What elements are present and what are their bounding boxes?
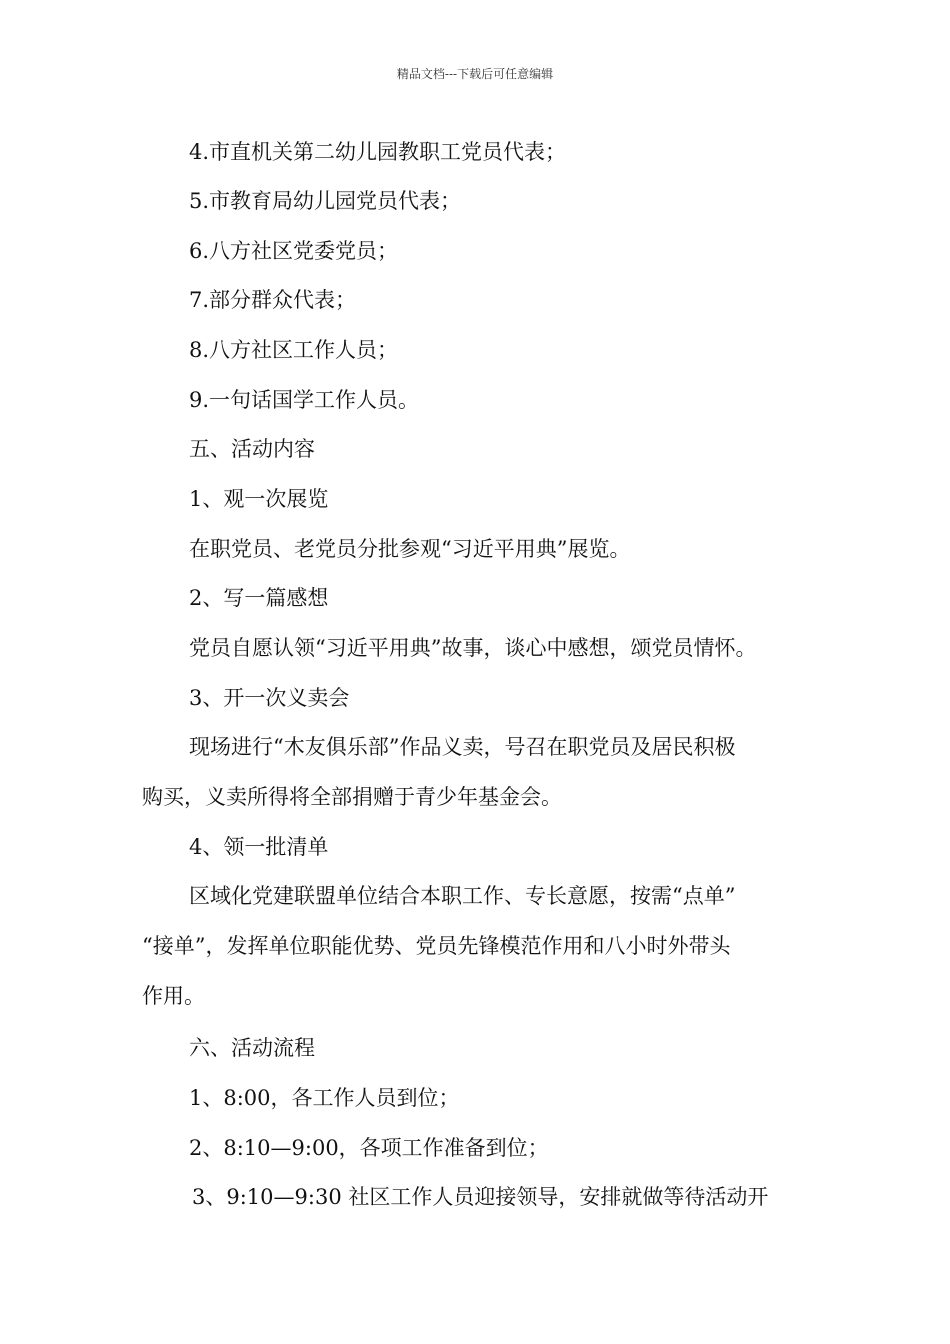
section-heading: 五、活动内容 bbox=[189, 437, 315, 461]
page-header: 精品文档---下载后可任意编辑 bbox=[396, 67, 554, 81]
paragraph-line: 8.八方社区工作人员； bbox=[189, 338, 399, 362]
paragraph-line: 2、8:10—9:00，各项工作准备到位； bbox=[189, 1136, 549, 1160]
subsection-heading: 1、观一次展览 bbox=[189, 487, 329, 511]
paragraph-line: 区域化党建联盟单位结合本职工作、专长意愿，按需“点单” bbox=[189, 884, 736, 908]
paragraph-line: 购买，义卖所得将全部捐赠于青少年基金会。 bbox=[142, 785, 562, 809]
subsection-heading: 2、写一篇感想 bbox=[189, 586, 329, 610]
paragraph-line: 6.八方社区党委党员； bbox=[189, 239, 399, 263]
paragraph-line: 9.一句话国学工作人员。 bbox=[189, 388, 420, 412]
subsection-heading: 3、开一次义卖会 bbox=[189, 686, 350, 710]
paragraph-line: 7.部分群众代表； bbox=[189, 288, 357, 312]
section-heading: 六、活动流程 bbox=[189, 1036, 315, 1060]
paragraph-line: 4.市直机关第二幼儿园教职工党员代表； bbox=[189, 140, 567, 164]
paragraph-line: 在职党员、老党员分批参观“习近平用典”展览。 bbox=[189, 537, 631, 561]
subsection-heading: 4、领一批清单 bbox=[189, 835, 329, 859]
paragraph-line: 党员自愿认领“习近平用典”故事，谈心中感想，颂党员情怀。 bbox=[189, 636, 757, 660]
paragraph-line: 现场进行“木友俱乐部”作品义卖，号召在职党员及居民积极 bbox=[189, 735, 736, 759]
paragraph-line: 5.市教育局幼儿园党员代表； bbox=[189, 189, 462, 213]
paragraph-line: 1、8:00，各工作人员到位； bbox=[189, 1086, 460, 1110]
paragraph-line: 作用。 bbox=[142, 984, 205, 1008]
paragraph-line: 3、9:10—9:30 社区工作人员迎接领导，安排就做等待活动开 bbox=[192, 1185, 769, 1209]
paragraph-line: “接单”，发挥单位职能优势、党员先锋模范作用和八小时外带头 bbox=[142, 934, 731, 958]
